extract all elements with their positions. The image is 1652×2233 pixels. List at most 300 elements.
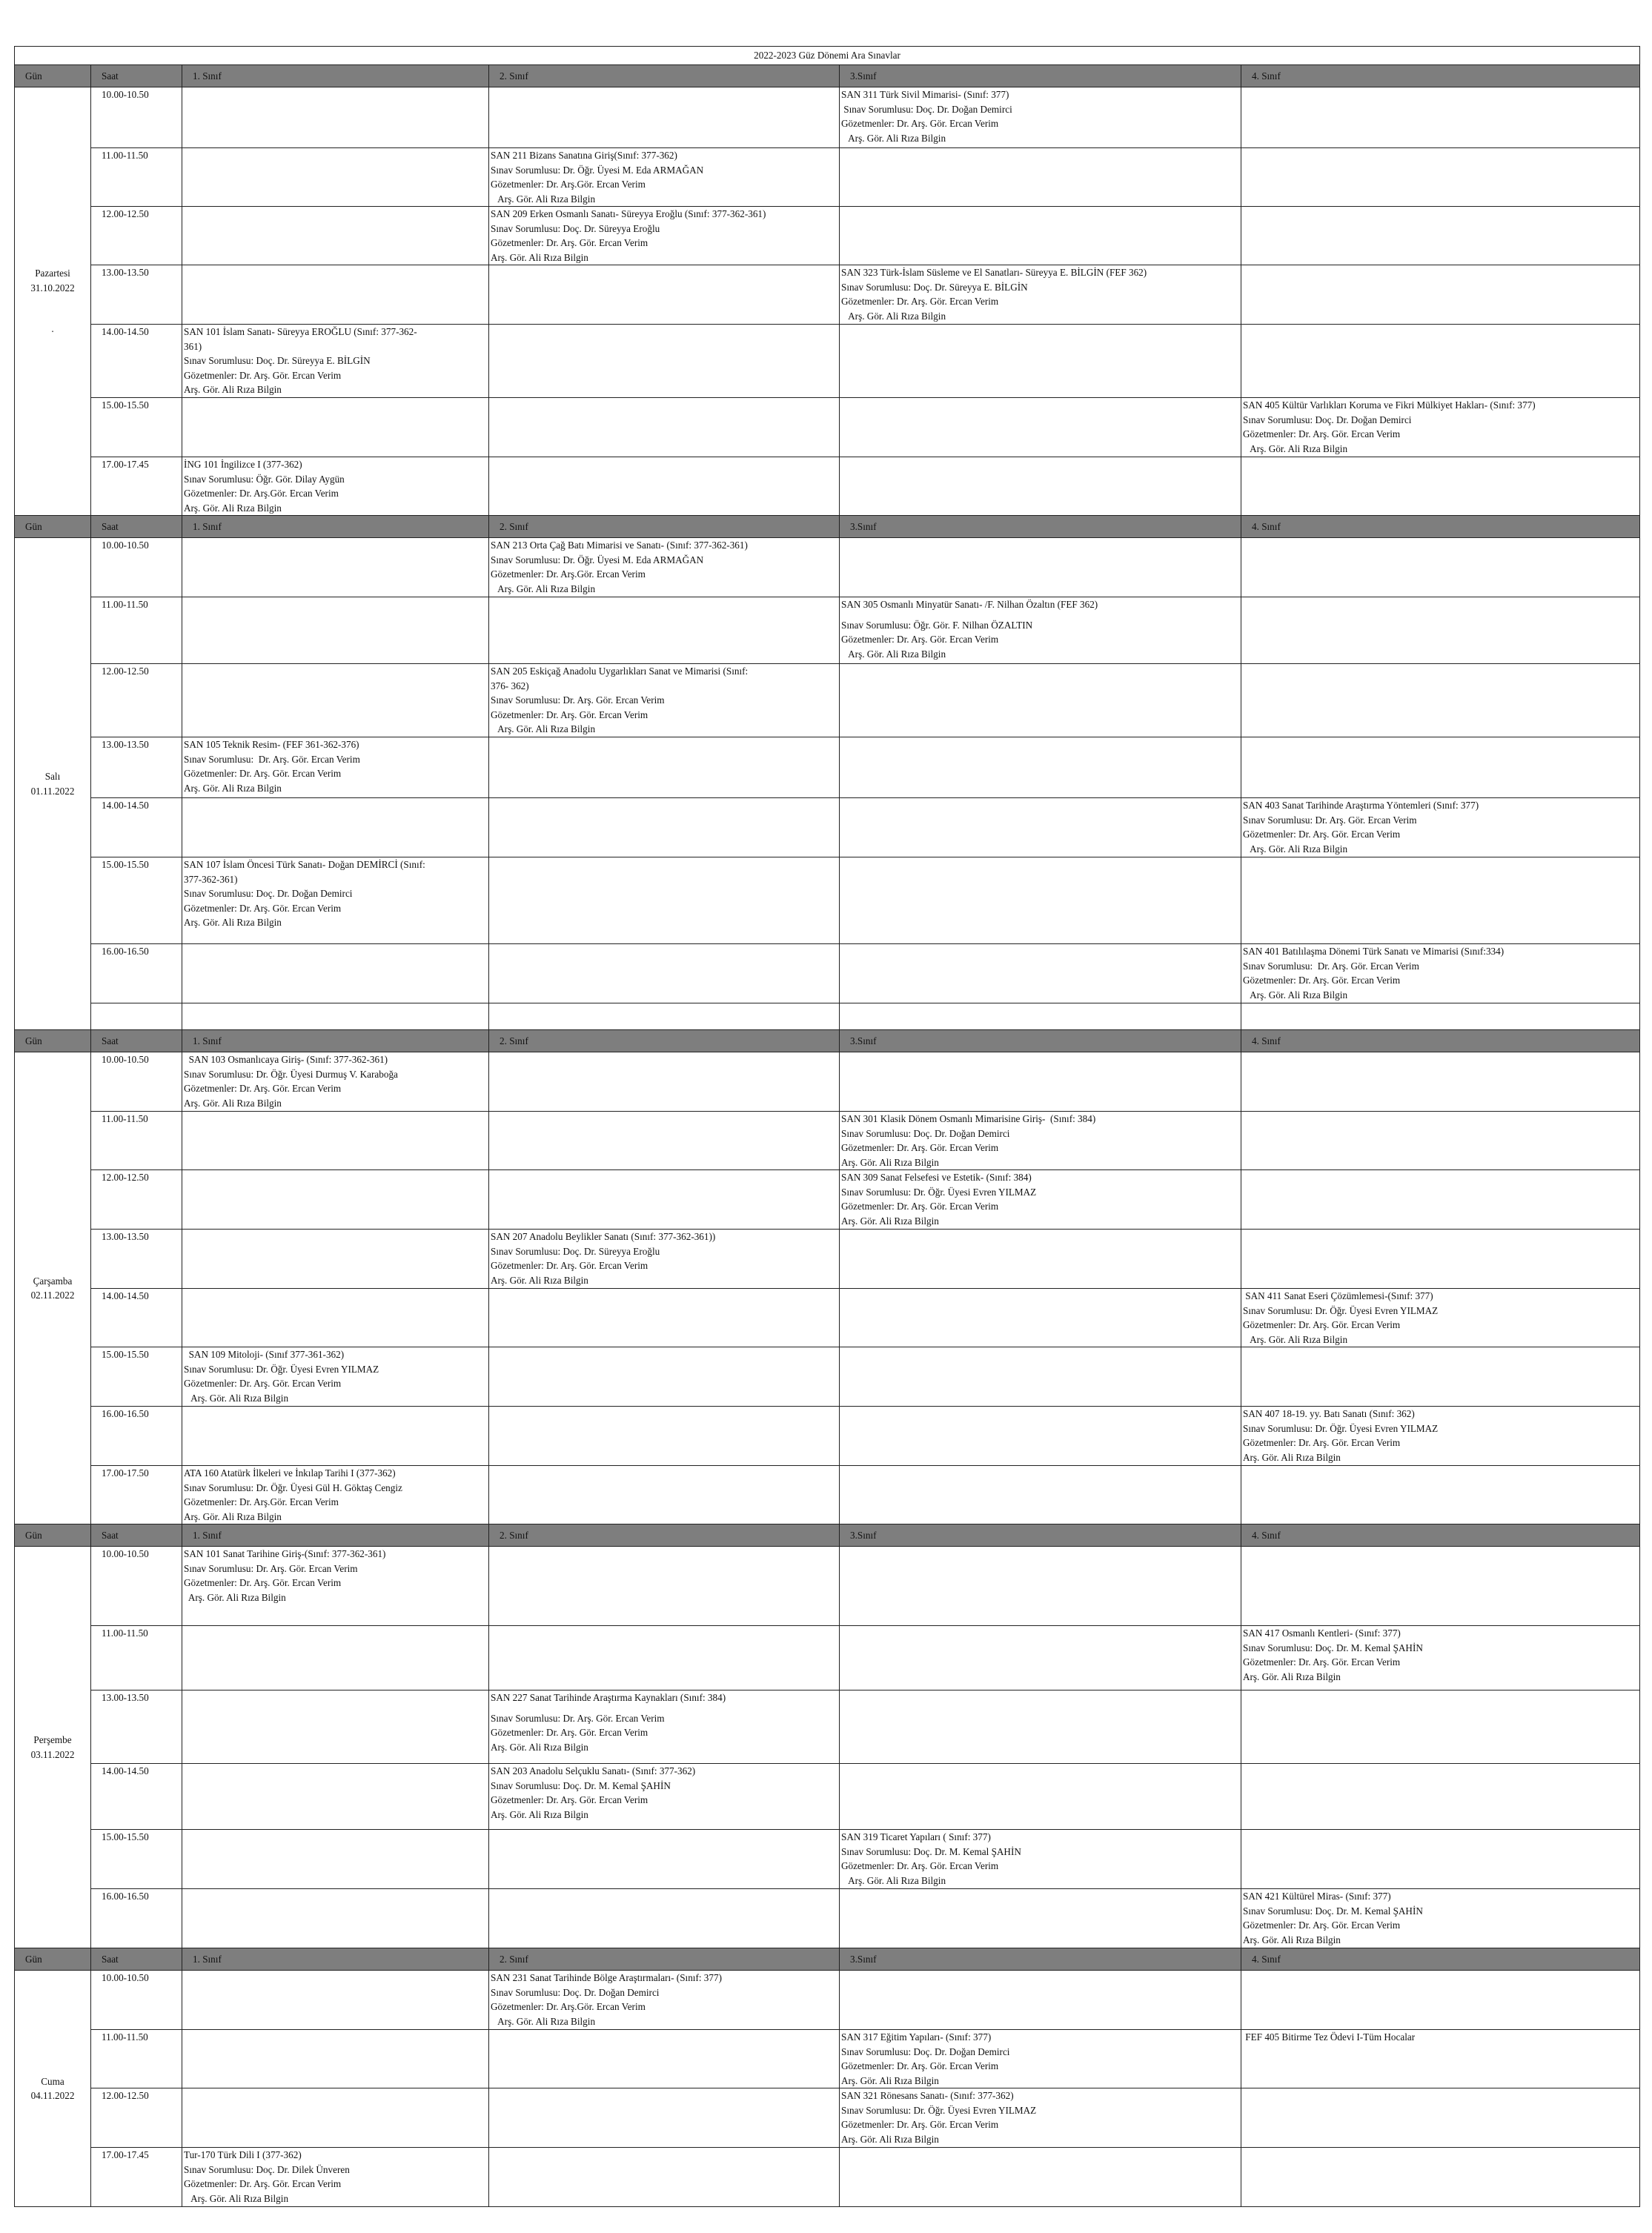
exam-cell-class-2 <box>489 148 840 207</box>
exam-course: SAN 209 Erken Osmanlı Sanatı- Süreyya Eroğlu (Sınıf: 377-362-361) <box>491 208 766 219</box>
exam-detail: Sınav Sorumlusu: Doç. Dr. Doğan Demirci <box>491 1986 660 1998</box>
exam-cell-class-4 <box>1241 457 1640 516</box>
header-class-4: 4. Sınıf <box>1241 1030 1640 1052</box>
exam-detail <box>841 612 1239 618</box>
schedule-row <box>15 1407 1640 1466</box>
exam-detail: Sınav Sorumlusu: Dr. Öğr. Üyesi Evren YILMAZ <box>1243 1422 1439 1434</box>
time-slot: 14.00-14.50 <box>91 798 182 857</box>
exam-detail: Gözetmenler: Dr. Arş. Gör. Ercan Verim <box>1243 1319 1401 1330</box>
exam-detail: Sınav Sorumlusu: Dr. Arş. Gör. Ercan Verim <box>184 1562 358 1574</box>
header-class-2: 2. Sınıf <box>489 1524 840 1547</box>
day-note: . <box>51 323 54 335</box>
exam-course: SAN 211 Bizans Sanatına Giriş(Sınıf: 377-362) <box>491 150 677 161</box>
exam-cell-class-3 <box>840 148 1241 207</box>
exam-cell-class-3 <box>840 1347 1241 1407</box>
header-row <box>15 1030 1640 1052</box>
exam-cell-class-2 <box>489 1052 840 1112</box>
header-class-1: 1. Sınıf <box>182 1030 489 1052</box>
schedule-row <box>15 597 1640 664</box>
header-day: Gün <box>15 1030 91 1052</box>
exam-course: SAN 401 Batılılaşma Dönemi Türk Sanatı ve Mimarisi (Sınıf:334) <box>1243 946 1505 957</box>
exam-cell-class-4 <box>1241 1112 1640 1170</box>
exam-cell-class-3 <box>840 265 1241 325</box>
exam-cell-class-3 <box>840 737 1241 798</box>
exam-cell-class-4 <box>1241 265 1640 325</box>
schedule-row <box>15 857 1640 944</box>
exam-detail: Gözetmenler: Dr. Arş. Gör. Ercan Verim <box>1243 1920 1401 1931</box>
header-class-4: 4. Sınıf <box>1241 65 1640 87</box>
exam-cell-class-2 <box>489 1889 840 1948</box>
exam-cell-class-2 <box>489 1971 840 2030</box>
exam-course: SAN 305 Osmanlı Minyatür Sanatı- /F. Nilhan Özaltın (FEF 362) <box>841 599 1098 610</box>
exam-cell-class-2 <box>489 664 840 737</box>
exam-course: SAN 213 Orta Çağ Batı Mimarisi ve Sanatı- (Sınıf: 377-362-361) <box>491 540 748 551</box>
exam-detail: Gözetmenler: Dr. Arş. Gör. Ercan Verim <box>184 768 342 779</box>
day-name: Çarşamba <box>33 1275 73 1287</box>
exam-course: Tur-170 Türk Dili I (377-362) <box>184 2149 302 2160</box>
exam-cell-class-2 <box>489 1003 840 1030</box>
time-slot: 10.00-10.50 <box>91 1547 182 1626</box>
time-slot: 10.00-10.50 <box>91 87 182 148</box>
time-slot: 13.00-13.50 <box>91 265 182 325</box>
exam-detail: Arş. Gör. Ali Rıza Bilgin <box>184 502 282 514</box>
header-class-3: 3.Sınıf <box>840 1948 1241 1971</box>
time-slot: 10.00-10.50 <box>91 538 182 597</box>
exam-cell-class-3 <box>840 1003 1241 1030</box>
exam-cell-class-3 <box>840 1547 1241 1626</box>
schedule-title: 2022-2023 Güz Dönemi Ara Sınavlar <box>15 47 1640 65</box>
exam-detail: Gözetmenler: Dr. Arş. Gör. Ercan Verim <box>841 1142 999 1153</box>
exam-detail: Sınav Sorumlusu: Dr. Arş. Gör. Ercan Verim <box>491 694 665 706</box>
day-cell <box>15 538 91 1030</box>
exam-course: FEF 405 Bitirme Tez Ödevi I-Tüm Hocalar <box>1243 2031 1416 2043</box>
schedule-row <box>15 1764 1640 1830</box>
header-time: Saat <box>91 516 182 538</box>
exam-detail: Gözetmenler: Dr. Arş. Gör. Ercan Verim <box>184 1083 342 1094</box>
schedule-row <box>15 1889 1640 1948</box>
exam-detail: Arş. Gör. Ali Rıza Bilgin <box>184 384 282 395</box>
time-slot: 16.00-16.50 <box>91 944 182 1003</box>
day-date: 04.11.2022 <box>30 2090 75 2101</box>
exam-detail: Sınav Sorumlusu: Doç. Dr. Doğan Demirci <box>841 2045 1010 2057</box>
header-class-4: 4. Sınıf <box>1241 516 1640 538</box>
exam-detail: Sınav Sorumlusu: Dr. Öğr. Üyesi M. Eda ARMAĞAN <box>491 554 704 565</box>
exam-detail: Gözetmenler: Dr. Arş.Gör. Ercan Verim <box>491 568 646 580</box>
exam-detail: Sınav Sorumlusu: Doç. Dr. Süreyya Eroğlu <box>491 222 660 234</box>
exam-course: SAN 109 Mitoloji- (Sınıf 377-361-362) <box>184 1349 345 1360</box>
exam-cell-class-3 <box>840 798 1241 857</box>
exam-cell-class-1 <box>182 798 489 857</box>
exam-detail: Gözetmenler: Dr. Arş. Gör. Ercan Verim <box>184 1378 342 1389</box>
exam-cell-class-4 <box>1241 1626 1640 1690</box>
header-row <box>15 65 1640 87</box>
exam-cell-class-2 <box>489 1466 840 1524</box>
exam-cell-class-2 <box>489 597 840 664</box>
exam-cell-class-4 <box>1241 1764 1640 1830</box>
exam-detail: Gözetmenler: Dr. Arş.Gör. Ercan Verim <box>491 2001 646 2012</box>
exam-detail: Gözetmenler: Dr. Arş. Gör. Ercan Verim <box>184 2178 342 2189</box>
exam-cell-class-2 <box>489 1626 840 1690</box>
exam-course: SAN 105 Teknik Resim- (FEF 361-362-376) <box>184 739 359 750</box>
exam-cell-class-2 <box>489 737 840 798</box>
exam-cell-class-1 <box>182 737 489 798</box>
day-date: 03.11.2022 <box>30 1748 75 1760</box>
exam-detail: Gözetmenler: Dr. Arş. Gör. Ercan Verim <box>491 237 648 248</box>
exam-detail: Sınav Sorumlusu: Doç. Dr. M. Kemal ŞAHİN <box>491 1779 671 1791</box>
exam-cell-class-1 <box>182 207 489 265</box>
exam-cell-class-2 <box>489 1112 840 1170</box>
exam-cell-class-2 <box>489 87 840 148</box>
exam-detail: Sınav Sorumlusu: Dr. Öğr. Üyesi Evren YILMAZ <box>1243 1304 1439 1316</box>
day-date: 01.11.2022 <box>30 785 75 797</box>
exam-detail: Sınav Sorumlusu: Dr. Öğr. Üyesi Evren YILMAZ <box>841 2104 1037 2116</box>
exam-detail: Arş. Gör. Ali Rıza Bilgin <box>184 2192 289 2204</box>
exam-detail: Gözetmenler: Dr. Arş. Gör. Ercan Verim <box>841 118 999 129</box>
schedule-row <box>15 798 1640 857</box>
exam-course: SAN 103 Osmanlıcaya Giriş- (Sınıf: 377-362-361) <box>184 1054 388 1065</box>
header-class-1: 1. Sınıf <box>182 516 489 538</box>
exam-detail: Arş. Gör. Ali Rıza Bilgin <box>491 251 588 263</box>
exam-detail: Arş. Gör. Ali Rıza Bilgin <box>841 132 946 144</box>
header-class-1: 1. Sınıf <box>182 1948 489 1971</box>
schedule-row <box>15 398 1640 457</box>
exam-cell-class-1 <box>182 1112 489 1170</box>
exam-cell-class-1 <box>182 87 489 148</box>
exam-detail: Sınav Sorumlusu: Doç. Dr. Süreyya E. BİLGİN <box>841 281 1028 293</box>
header-class-4: 4. Sınıf <box>1241 1948 1640 1971</box>
header-row <box>15 1948 1640 1971</box>
exam-detail: Arş. Gör. Ali Rıza Bilgin <box>841 2133 939 2145</box>
exam-cell-class-1 <box>182 1407 489 1466</box>
exam-cell-class-4 <box>1241 2088 1640 2148</box>
exam-detail: Sınav Sorumlusu: Doç. Dr. Doğan Demirci <box>184 888 353 899</box>
exam-detail: Arş. Gör. Ali Rıza Bilgin <box>1243 989 1348 1001</box>
day-name: Perşembe <box>33 1734 72 1745</box>
exam-cell-class-2 <box>489 1830 840 1889</box>
exam-cell-class-1 <box>182 1764 489 1830</box>
exam-cell-class-4 <box>1241 1690 1640 1764</box>
exam-detail: Gözetmenler: Dr. Arş. Gör. Ercan Verim <box>841 296 999 307</box>
exam-cell-class-3 <box>840 2088 1241 2148</box>
schedule-row <box>15 1547 1640 1626</box>
exam-cell-class-4 <box>1241 2148 1640 2207</box>
exam-cell-class-3 <box>840 398 1241 457</box>
exam-detail: Sınav Sorumlusu: Dr. Arş. Gör. Ercan Verim <box>491 1712 665 1724</box>
exam-detail: Arş. Gör. Ali Rıza Bilgin <box>1243 1670 1341 1682</box>
exam-detail: Sınav Sorumlusu: Doç. Dr. Süreyya E. BİLGİN <box>184 355 371 366</box>
exam-cell-class-1 <box>182 944 489 1003</box>
exam-detail: Sınav Sorumlusu: Doç. Dr. Süreyya Eroğlu <box>491 1245 660 1257</box>
exam-cell-class-4 <box>1241 944 1640 1003</box>
exam-detail: Gözetmenler: Dr. Arş.Gör. Ercan Verim <box>184 1496 339 1507</box>
exam-cell-class-4 <box>1241 857 1640 944</box>
exam-course: SAN 405 Kültür Varlıkları Koruma ve Fikri Mülkiyet Hakları- (Sınıf: 377) <box>1243 399 1536 411</box>
exam-cell-class-2 <box>489 1230 840 1289</box>
header-row <box>15 1524 1640 1547</box>
exam-cell-class-3 <box>840 1764 1241 1830</box>
exam-cell-class-4 <box>1241 1003 1640 1030</box>
exam-detail: Gözetmenler: Dr. Arş. Gör. Ercan Verim <box>841 2060 999 2071</box>
schedule-row <box>15 1170 1640 1230</box>
exam-course: SAN 403 Sanat Tarihinde Araştırma Yöntemleri (Sınıf: 377) <box>1243 800 1479 811</box>
header-class-4: 4. Sınıf <box>1241 1524 1640 1547</box>
exam-cell-class-4 <box>1241 148 1640 207</box>
exam-detail: Gözetmenler: Dr. Arş. Gör. Ercan Verim <box>1243 428 1401 439</box>
exam-detail: Sınav Sorumlusu: Doç. Dr. M. Kemal ŞAHİN <box>1243 1642 1423 1653</box>
time-slot: 15.00-15.50 <box>91 398 182 457</box>
exam-cell-class-1 <box>182 1971 489 2030</box>
exam-detail: 376- 362) <box>491 680 529 691</box>
time-slot: 10.00-10.50 <box>91 1971 182 2030</box>
exam-cell-class-3 <box>840 1626 1241 1690</box>
exam-detail: Arş. Gör. Ali Rıza Bilgin <box>1243 1333 1348 1345</box>
exam-cell-class-3 <box>840 1407 1241 1466</box>
exam-schedule-table <box>14 46 1640 2207</box>
exam-detail: Sınav Sorumlusu: Doç. Dr. M. Kemal ŞAHİN <box>1243 1905 1423 1917</box>
time-slot: 11.00-11.50 <box>91 2030 182 2088</box>
day-cell <box>15 1052 91 1524</box>
exam-cell-class-1 <box>182 2088 489 2148</box>
exam-detail: Arş. Gör. Ali Rıza Bilgin <box>1243 1934 1341 1945</box>
time-slot: 14.00-14.50 <box>91 1764 182 1830</box>
exam-cell-class-4 <box>1241 398 1640 457</box>
exam-cell-class-4 <box>1241 1547 1640 1626</box>
exam-cell-class-1 <box>182 1347 489 1407</box>
time-slot: 15.00-15.50 <box>91 1347 182 1407</box>
header-day: Gün <box>15 1948 91 1971</box>
exam-cell-class-4 <box>1241 2030 1640 2088</box>
schedule-row <box>15 1289 1640 1347</box>
schedule-row <box>15 1052 1640 1112</box>
exam-cell-class-4 <box>1241 1289 1640 1347</box>
header-time: Saat <box>91 1948 182 1971</box>
schedule-row <box>15 1003 1640 1030</box>
exam-cell-class-2 <box>489 1407 840 1466</box>
exam-detail: Arş. Gör. Ali Rıza Bilgin <box>184 917 282 928</box>
schedule-row <box>15 87 1640 148</box>
exam-cell-class-2 <box>489 325 840 398</box>
exam-cell-class-1 <box>182 1052 489 1112</box>
exam-cell-class-4 <box>1241 664 1640 737</box>
time-slot: 16.00-16.50 <box>91 1407 182 1466</box>
exam-cell-class-3 <box>840 538 1241 597</box>
exam-cell-class-4 <box>1241 1466 1640 1524</box>
exam-detail: Arş. Gör. Ali Rıza Bilgin <box>491 1808 588 1820</box>
exam-cell-class-4 <box>1241 1052 1640 1112</box>
exam-cell-class-4 <box>1241 737 1640 798</box>
day-name: Cuma <box>41 2075 64 2087</box>
exam-detail: Arş. Gör. Ali Rıza Bilgin <box>184 1510 282 1522</box>
header-class-2: 2. Sınıf <box>489 516 840 538</box>
exam-detail: Arş. Gör. Ali Rıza Bilgin <box>841 1874 946 1886</box>
exam-detail: Sınav Sorumlusu: Dr. Öğr. Üyesi Gül H. Göktaş Cengiz <box>184 1482 402 1493</box>
exam-cell-class-2 <box>489 1170 840 1230</box>
exam-detail: Sınav Sorumlusu: Öğr. Gör. Dilay Aygün <box>184 473 345 485</box>
time-slot: 13.00-13.50 <box>91 1690 182 1764</box>
exam-cell-class-4 <box>1241 1889 1640 1948</box>
exam-course: SAN 231 Sanat Tarihinde Bölge Araştırmaları- (Sınıf: 377) <box>491 1972 722 1983</box>
exam-cell-class-1 <box>182 1830 489 1889</box>
time-slot: 13.00-13.50 <box>91 1230 182 1289</box>
exam-detail: Gözetmenler: Dr. Arş. Gör. Ercan Verim <box>1243 1656 1401 1668</box>
exam-detail: 377-362-361) <box>184 873 238 885</box>
exam-cell-class-1 <box>182 1626 489 1690</box>
exam-cell-class-3 <box>840 1052 1241 1112</box>
schedule-row <box>15 1466 1640 1524</box>
exam-cell-class-3 <box>840 1112 1241 1170</box>
exam-detail: Gözetmenler: Dr. Arş.Gör. Ercan Verim <box>491 179 646 190</box>
time-slot: 10.00-10.50 <box>91 1052 182 1112</box>
exam-course: SAN 309 Sanat Felsefesi ve Estetik- (Sınıf: 384) <box>841 1172 1032 1183</box>
exam-detail: Sınav Sorumlusu: Dr. Arş. Gör. Ercan Verim <box>1243 814 1417 826</box>
header-time: Saat <box>91 1030 182 1052</box>
exam-detail: Arş. Gör. Ali Rıza Bilgin <box>184 1392 289 1404</box>
exam-detail: Arş. Gör. Ali Rıza Bilgin <box>184 782 282 794</box>
exam-detail: Sınav Sorumlusu: Doç. Dr. Doğan Demirci <box>1243 414 1412 425</box>
day-cell <box>15 1971 91 2207</box>
exam-cell-class-4 <box>1241 207 1640 265</box>
exam-detail: Sınav Sorumlusu: Doç. Dr. Doğan Demirci <box>841 1127 1010 1139</box>
exam-course: SAN 203 Anadolu Selçuklu Sanatı- (Sınıf: 377-362) <box>491 1765 696 1776</box>
schedule-row <box>15 737 1640 798</box>
exam-detail: Arş. Gör. Ali Rıza Bilgin <box>1243 1451 1341 1463</box>
header-class-2: 2. Sınıf <box>489 1030 840 1052</box>
header-class-1: 1. Sınıf <box>182 65 489 87</box>
exam-cell-class-1 <box>182 1289 489 1347</box>
exam-detail: Arş. Gör. Ali Rıza Bilgin <box>491 193 596 205</box>
schedule-row <box>15 2030 1640 2088</box>
exam-detail: Gözetmenler: Dr. Arş. Gör. Ercan Verim <box>491 1727 648 1738</box>
exam-course: SAN 417 Osmanlı Kentleri- (Sınıf: 377) <box>1243 1628 1401 1639</box>
exam-cell-class-4 <box>1241 1170 1640 1230</box>
exam-cell-class-2 <box>489 1764 840 1830</box>
header-class-2: 2. Sınıf <box>489 65 840 87</box>
time-slot: 11.00-11.50 <box>91 148 182 207</box>
exam-detail: Gözetmenler: Dr. Arş.Gör. Ercan Verim <box>184 488 339 499</box>
header-day: Gün <box>15 65 91 87</box>
exam-cell-class-3 <box>840 2030 1241 2088</box>
exam-cell-class-2 <box>489 944 840 1003</box>
schedule-row <box>15 664 1640 737</box>
exam-detail: Sınav Sorumlusu: Dr. Öğr. Üyesi Evren YILMAZ <box>841 1186 1037 1198</box>
exam-detail: Gözetmenler: Dr. Arş. Gör. Ercan Verim <box>1243 975 1401 986</box>
header-class-3: 3.Sınıf <box>840 1030 1241 1052</box>
schedule-row <box>15 457 1640 516</box>
exam-cell-class-1 <box>182 1690 489 1764</box>
exam-cell-class-4 <box>1241 597 1640 664</box>
exam-course: SAN 317 Eğitim Yapıları- (Sınıf: 377) <box>841 2031 992 2043</box>
exam-cell-class-1 <box>182 325 489 398</box>
exam-detail: Gözetmenler: Dr. Arş. Gör. Ercan Verim <box>491 1794 648 1805</box>
exam-cell-class-3 <box>840 1889 1241 1948</box>
exam-detail: Arş. Gör. Ali Rıza Bilgin <box>1243 442 1348 454</box>
exam-cell-class-4 <box>1241 538 1640 597</box>
exam-cell-class-2 <box>489 265 840 325</box>
exam-cell-class-2 <box>489 857 840 944</box>
exam-cell-class-1 <box>182 597 489 664</box>
exam-cell-class-1 <box>182 1230 489 1289</box>
exam-course: SAN 101 İslam Sanatı- Süreyya EROĞLU (Sınıf: 377-362- <box>184 326 417 337</box>
exam-cell-class-3 <box>840 1466 1241 1524</box>
schedule-row <box>15 2148 1640 2207</box>
schedule-row <box>15 1971 1640 2030</box>
exam-detail: Arş. Gör. Ali Rıza Bilgin <box>491 1741 588 1753</box>
exam-detail: Gözetmenler: Dr. Arş. Gör. Ercan Verim <box>184 902 342 914</box>
time-slot: 16.00-16.50 <box>91 1889 182 1948</box>
header-class-3: 3.Sınıf <box>840 516 1241 538</box>
time-slot: 15.00-15.50 <box>91 857 182 944</box>
time-slot: 17.00-17.45 <box>91 2148 182 2207</box>
exam-cell-class-2 <box>489 1690 840 1764</box>
exam-detail: Arş. Gör. Ali Rıza Bilgin <box>841 648 946 660</box>
exam-detail: Gözetmenler: Dr. Arş. Gör. Ercan Verim <box>1243 829 1401 840</box>
exam-cell-class-4 <box>1241 1830 1640 1889</box>
exam-cell-class-1 <box>182 1547 489 1626</box>
exam-course: SAN 101 Sanat Tarihine Giriş-(Sınıf: 377-362-361) <box>184 1548 386 1559</box>
exam-cell-class-3 <box>840 1289 1241 1347</box>
exam-cell-class-1 <box>182 664 489 737</box>
exam-detail: Arş. Gör. Ali Rıza Bilgin <box>184 1591 286 1603</box>
schedule-row <box>15 2088 1640 2148</box>
day-date: 02.11.2022 <box>30 1290 75 1301</box>
exam-detail: Arş. Gör. Ali Rıza Bilgin <box>841 310 946 322</box>
exam-detail: Arş. Gör. Ali Rıza Bilgin <box>841 1156 939 1168</box>
header-class-1: 1. Sınıf <box>182 1524 489 1547</box>
exam-cell-class-3 <box>840 1830 1241 1889</box>
exam-course: SAN 205 Eskiçağ Anadolu Uygarlıkları Sanat ve Mimarisi (Sınıf: <box>491 666 749 677</box>
exam-detail: Sınav Sorumlusu: Dr. Öğr. Üyesi Evren YILMAZ <box>184 1363 379 1375</box>
exam-cell-class-2 <box>489 2148 840 2207</box>
exam-course: SAN 411 Sanat Eseri Çözümlemesi-(Sınıf: 377) <box>1243 1290 1433 1301</box>
time-slot: 12.00-12.50 <box>91 207 182 265</box>
schedule-row <box>15 944 1640 1003</box>
exam-cell-class-4 <box>1241 1347 1640 1407</box>
exam-detail: Gözetmenler: Dr. Arş. Gör. Ercan Verim <box>841 1201 999 1212</box>
exam-cell-class-3 <box>840 87 1241 148</box>
exam-detail: Arş. Gör. Ali Rıza Bilgin <box>491 1274 588 1286</box>
exam-detail: Gözetmenler: Dr. Arş. Gör. Ercan Verim <box>841 2119 999 2130</box>
exam-cell-class-4 <box>1241 1407 1640 1466</box>
day-name: Salı <box>44 771 61 782</box>
exam-cell-class-1 <box>182 1003 489 1030</box>
exam-detail: Arş. Gör. Ali Rıza Bilgin <box>184 1097 282 1109</box>
exam-cell-class-2 <box>489 207 840 265</box>
exam-cell-class-2 <box>489 538 840 597</box>
schedule-row <box>15 538 1640 597</box>
header-day: Gün <box>15 1524 91 1547</box>
exam-cell-class-3 <box>840 597 1241 664</box>
day-cell <box>15 87 91 516</box>
exam-cell-class-2 <box>489 398 840 457</box>
exam-cell-class-4 <box>1241 1230 1640 1289</box>
exam-cell-class-3 <box>840 207 1241 265</box>
exam-detail: Gözetmenler: Dr. Arş. Gör. Ercan Verim <box>1243 1437 1401 1448</box>
header-class-3: 3.Sınıf <box>840 1524 1241 1547</box>
exam-detail: Sınav Sorumlusu: Doç. Dr. Dilek Ünveren <box>184 2163 350 2175</box>
exam-detail: Sınav Sorumlusu: Dr. Öğr. Üyesi M. Eda ARMAĞAN <box>491 164 704 176</box>
schedule-row <box>15 1230 1640 1289</box>
exam-cell-class-2 <box>489 457 840 516</box>
exam-detail: Gözetmenler: Dr. Arş. Gör. Ercan Verim <box>184 369 342 381</box>
exam-detail: Arş. Gör. Ali Rıza Bilgin <box>1243 843 1348 855</box>
exam-cell-class-3 <box>840 664 1241 737</box>
exam-cell-class-3 <box>840 457 1241 516</box>
exam-detail: Sınav Sorumlusu: Dr. Arş. Gör. Ercan Verim <box>184 753 360 765</box>
exam-cell-class-1 <box>182 1889 489 1948</box>
exam-cell-class-3 <box>840 857 1241 944</box>
schedule-row <box>15 1690 1640 1764</box>
schedule-row <box>15 325 1640 398</box>
